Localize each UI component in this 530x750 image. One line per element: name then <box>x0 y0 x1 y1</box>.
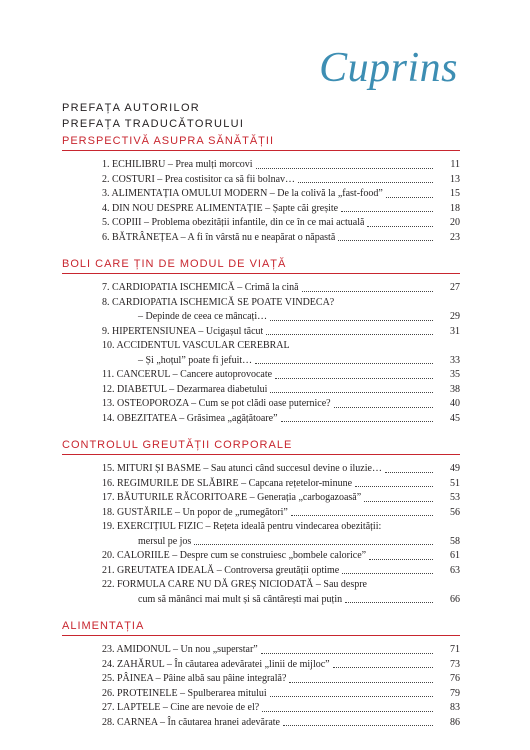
section-title: CONTROLUL GREUTĂȚII CORPORALE <box>62 439 460 455</box>
entry-text: 2. COSTURI – Prea costisitor ca să fii bolnav… <box>102 173 296 185</box>
entry-text: 7. CARDIOPATIA ISCHEMICĂ – Crimă la cină <box>102 282 299 293</box>
entry-text: 11. CANCERUL – Cancere autoprovocate <box>102 369 273 380</box>
dot-leader <box>281 421 433 422</box>
toc-entry[interactable] <box>62 491 460 506</box>
dot-leader <box>275 378 433 379</box>
toc-entry[interactable] <box>62 383 460 398</box>
page-number: 71 <box>450 644 460 655</box>
dot-leader <box>255 363 433 364</box>
toc-entry[interactable] <box>62 231 460 246</box>
dot-leader <box>355 486 433 487</box>
toc-entry[interactable] <box>62 672 460 687</box>
dot-leader <box>386 197 433 198</box>
page-number: 53 <box>450 492 460 503</box>
page-number: 66 <box>450 593 460 605</box>
entry-text: 20. CALORIILE – Despre cum se construiesc „bombele calorice” <box>102 550 367 561</box>
entry-text: 8. CARDIOPATIA ISCHEMICĂ SE POATE VINDECA? <box>102 296 335 308</box>
dot-leader <box>364 501 433 502</box>
entry-subtitle-line <box>102 310 460 325</box>
toc-entry[interactable] <box>62 173 460 188</box>
prefaces <box>62 100 244 132</box>
page-number: 45 <box>450 412 460 424</box>
entry-text: 27. LAPTELE – Cine are nevoie de el? <box>102 702 260 713</box>
page-number: 73 <box>450 658 460 670</box>
page-number: 61 <box>450 550 460 561</box>
toc-entry[interactable] <box>62 564 460 579</box>
entry-subtitle-line <box>102 535 460 550</box>
dot-leader <box>338 240 433 241</box>
preface-translator[interactable]: PREFAȚA TRADUCĂTORULUI <box>62 118 245 130</box>
entry-text: 1. ECHILIBRU – Prea mulți morcovi <box>102 159 253 170</box>
toc-entry[interactable] <box>62 701 460 716</box>
dot-leader <box>261 653 433 654</box>
dot-leader <box>298 182 433 183</box>
page-number: 79 <box>450 687 460 699</box>
entry-text: 19. EXERCIȚIUL FIZIC – Rețeta ideală pentru vindecarea obezității: <box>102 521 382 532</box>
toc-entry[interactable] <box>62 296 460 325</box>
dot-leader <box>256 168 433 169</box>
toc-entry[interactable] <box>62 187 460 202</box>
page-number: 38 <box>450 383 460 395</box>
dot-leader <box>270 320 433 321</box>
page-number: 13 <box>450 173 460 185</box>
entry-subtitle-line <box>102 354 460 369</box>
dot-leader <box>270 392 433 393</box>
entry-text: 17. BĂUTURILE RĂCORITOARE – Generația „carbogazoasă” <box>102 492 362 503</box>
page-number: 20 <box>450 217 460 228</box>
page-number: 51 <box>450 477 460 489</box>
toc-entry[interactable] <box>62 658 460 673</box>
entry-text: 28. CARNEA – În căutarea hranei adevărate <box>102 716 280 728</box>
dot-leader <box>291 515 433 516</box>
section-gap <box>62 245 460 258</box>
entry-subtitle: cum să mănânci mai mult și să cântărești mai puțin <box>138 593 343 605</box>
toc-section <box>62 258 460 426</box>
entry-subtitle: mersul pe jos <box>138 535 192 547</box>
entry-text: 6. BĂTRÂNEȚEA – A fi în vârstă nu e neapărat o năpastă <box>102 231 336 243</box>
toc-entry[interactable] <box>62 716 460 731</box>
page-number: 76 <box>450 673 460 684</box>
page-number: 83 <box>450 702 460 713</box>
dot-leader <box>283 725 433 726</box>
page-number: 86 <box>450 716 460 728</box>
entry-text: 12. DIABETUL – Dezarmarea diabetului <box>102 383 268 395</box>
dot-leader <box>302 291 433 292</box>
dot-leader <box>345 602 433 603</box>
page-number: 23 <box>450 231 460 243</box>
toc-entry[interactable] <box>62 412 460 427</box>
dot-leader <box>367 226 433 227</box>
entry-text: 16. REGIMURILE DE SLĂBIRE – Capcana rețetelor-minune <box>102 477 353 489</box>
toc-entry[interactable] <box>62 506 460 521</box>
toc-entry[interactable] <box>62 281 460 296</box>
table-of-contents <box>62 135 460 730</box>
entry-text: 23. AMIDONUL – Un nou „superstar” <box>102 644 258 655</box>
dot-leader <box>194 544 433 545</box>
toc-entry[interactable] <box>62 477 460 492</box>
page-number: 15 <box>450 188 460 199</box>
toc-entry[interactable] <box>62 687 460 702</box>
entry-subtitle: – Depinde de ceea ce mâncați… <box>138 311 268 322</box>
toc-section <box>62 620 460 730</box>
dot-leader <box>289 682 433 683</box>
dot-leader <box>342 573 433 574</box>
entry-text: 25. PÂINEA – Pâine albă sau pâine integrală? <box>102 673 287 684</box>
page-number: 40 <box>450 398 460 409</box>
toc-section <box>62 135 460 245</box>
toc-entry[interactable] <box>62 578 460 607</box>
entry-text: 9. HIPERTENSIUNEA – Ucigașul tăcut <box>102 325 264 337</box>
toc-entry[interactable] <box>62 397 460 412</box>
dot-leader <box>266 334 433 335</box>
toc-entry[interactable] <box>62 202 460 217</box>
page-number: 58 <box>450 535 460 547</box>
section-title: PERSPECTIVĂ ASUPRA SĂNĂTĂȚII <box>62 135 460 151</box>
toc-section <box>62 439 460 607</box>
toc-entry[interactable] <box>62 549 460 564</box>
toc-entry[interactable] <box>62 368 460 383</box>
entry-text: 4. DIN NOU DESPRE ALIMENTAȚIE – Șapte căi greșite <box>102 202 339 214</box>
page-number: 18 <box>450 202 460 214</box>
page-number: 33 <box>450 354 460 366</box>
dot-leader <box>341 211 433 212</box>
toc-entry[interactable] <box>62 643 460 658</box>
entry-text: 14. OBEZITATEA – Grăsimea „agățătoare” <box>102 412 278 424</box>
entry-subtitle: – Și „hoțul” poate fi jefuit… <box>138 354 253 366</box>
page-number: 31 <box>450 325 460 337</box>
page-number: 35 <box>450 369 460 380</box>
section-title: BOLI CARE ȚIN DE MODUL DE VIAȚĂ <box>62 258 460 274</box>
page-title: Cuprins <box>319 45 458 91</box>
dot-leader <box>262 711 433 712</box>
preface-authors[interactable]: PREFAȚA AUTORILOR <box>62 102 201 114</box>
entry-text: 15. MITURI ȘI BASME – Sau atunci când succesul devine o iluzie… <box>102 463 382 474</box>
page-number: 63 <box>450 564 460 576</box>
toc-entry[interactable] <box>62 325 460 340</box>
entry-text: 26. PROTEINELE – Spulberarea mitului <box>102 687 267 699</box>
entry-text: 21. GREUTATEA IDEALĂ – Controversa greutății optime <box>102 564 340 576</box>
toc-entry[interactable] <box>62 339 460 368</box>
page-number: 27 <box>450 282 460 293</box>
entry-text: 5. COPIII – Problema obezității infantile, din ce în ce mai actuală <box>102 217 365 228</box>
entry-text: 22. FORMULA CARE NU DĂ GREȘ NICIODATĂ – Sau despre <box>102 579 367 590</box>
entry-text: 10. ACCIDENTUL VASCULAR CEREBRAL <box>102 340 290 351</box>
section-title: ALIMENTAȚIA <box>62 620 460 636</box>
section-gap <box>62 607 460 620</box>
toc-entry[interactable] <box>62 158 460 173</box>
dot-leader <box>385 472 433 473</box>
entry-text: 24. ZAHĂRUL – În căutarea adevăratei „linii de mijloc” <box>102 658 330 670</box>
page-number: 29 <box>450 311 460 322</box>
page-number: 49 <box>450 463 460 474</box>
entry-text: 13. OSTEOPOROZA – Cum se pot clădi oase puternice? <box>102 398 331 409</box>
section-gap <box>62 426 460 439</box>
page-number: 56 <box>450 506 460 518</box>
entry-text: 3. ALIMENTAȚIA OMULUI MODERN – De la colivă la „fast-food” <box>102 188 383 199</box>
dot-leader <box>334 407 433 408</box>
dot-leader <box>270 696 433 697</box>
toc-entry[interactable] <box>62 216 460 231</box>
entry-text: 18. GUSTĂRILE – Un popor de „rumegători” <box>102 506 288 518</box>
toc-entry[interactable] <box>62 462 460 477</box>
dot-leader <box>333 667 433 668</box>
dot-leader <box>369 559 433 560</box>
page-number: 11 <box>450 159 460 170</box>
entry-subtitle-line <box>102 593 460 608</box>
toc-entry[interactable] <box>62 520 460 549</box>
